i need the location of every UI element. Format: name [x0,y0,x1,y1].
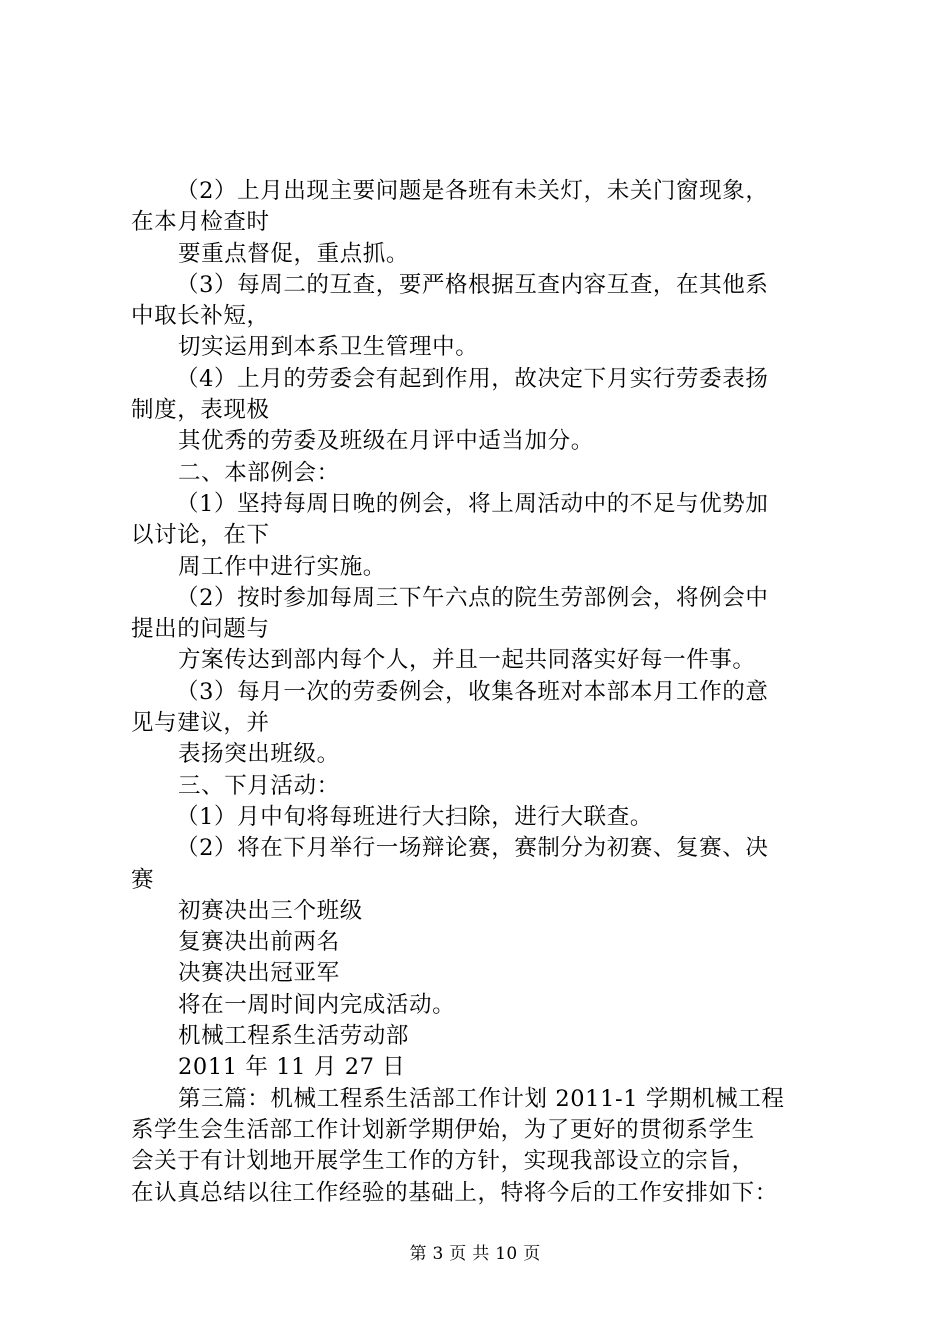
paragraph-line: 表扬突出班级。 [178,741,340,768]
paragraph-line: 将在一周时间内完成活动。 [178,991,456,1018]
paragraph-line: （1）坚持每周日晚的例会，将上周活动中的不足与优势加 [176,490,769,517]
paragraph-line: 要重点督促，重点抓。 [178,240,410,267]
paragraph-line: 赛 [131,866,155,893]
paragraph-line: （1）月中旬将每班进行大扫除，进行大联查。 [176,803,653,830]
paragraph-line: （4）上月的劳委会有起到作用，故决定下月实行劳委表扬 [176,365,769,392]
paragraph-line: 见与建议，并 [131,710,270,737]
document-body [131,176,836,1209]
paragraph-line: 初赛决出三个班级 [178,897,363,924]
paragraph-line: 系学生会生活部工作计划新学期伊始，为了更好的贯彻系学生 [131,1116,755,1143]
paragraph-line: 以讨论，在下 [131,522,270,549]
paragraph-line: 提出的问题与 [131,616,270,643]
paragraph-line: （3）每周二的互查，要严格根据互查内容互查，在其他系 [176,271,769,298]
section-heading: 三、下月活动： [178,772,340,799]
page-number-footer: 第 3 页 共 10 页 [409,1244,541,1264]
paragraph-line: 切实运用到本系卫生管理中。 [178,334,479,361]
paragraph-line: 在本月检查时 [131,209,270,236]
paragraph-line: 方案传达到部内每个人，并且一起共同落实好每一件事。 [178,647,756,674]
paragraph-line: （2）上月出现主要问题是各班有未关灯，未关门窗现象， [176,178,769,204]
paragraph-line: 其优秀的劳委及班级在月评中适当加分。 [178,428,594,455]
paragraph-line: （2）将在下月举行一场辩论赛，赛制分为初赛、复赛、决 [176,835,769,862]
signature-department: 机械工程系生活劳动部 [178,1023,410,1050]
section-heading: 第三篇：机械工程系生活部工作计划 2011-1 学期机械工程 [178,1085,785,1112]
paragraph-line: 制度，表现极 [131,397,270,424]
section-heading: 二、本部例会： [178,459,340,486]
paragraph-line: 会关于有计划地开展学生工作的方针，实现我部设立的宗旨， [131,1148,755,1175]
paragraph-line: 决赛决出冠亚军 [178,960,340,987]
paragraph-line: （2）按时参加每周三下午六点的院生劳部例会，将例会中 [176,584,769,611]
paragraph-line: 周工作中进行实施。 [178,553,386,580]
paragraph-line: 复赛决出前两名 [178,929,340,956]
paragraph-line: 在认真总结以往工作经验的基础上，特将今后的工作安排如下： [131,1179,778,1206]
paragraph-line: 中取长补短， [131,303,270,330]
paragraph-line: （3）每月一次的劳委例会，收集各班对本部本月工作的意 [176,678,769,705]
signature-date: 2011 年 11 月 27 日 [178,1054,406,1081]
